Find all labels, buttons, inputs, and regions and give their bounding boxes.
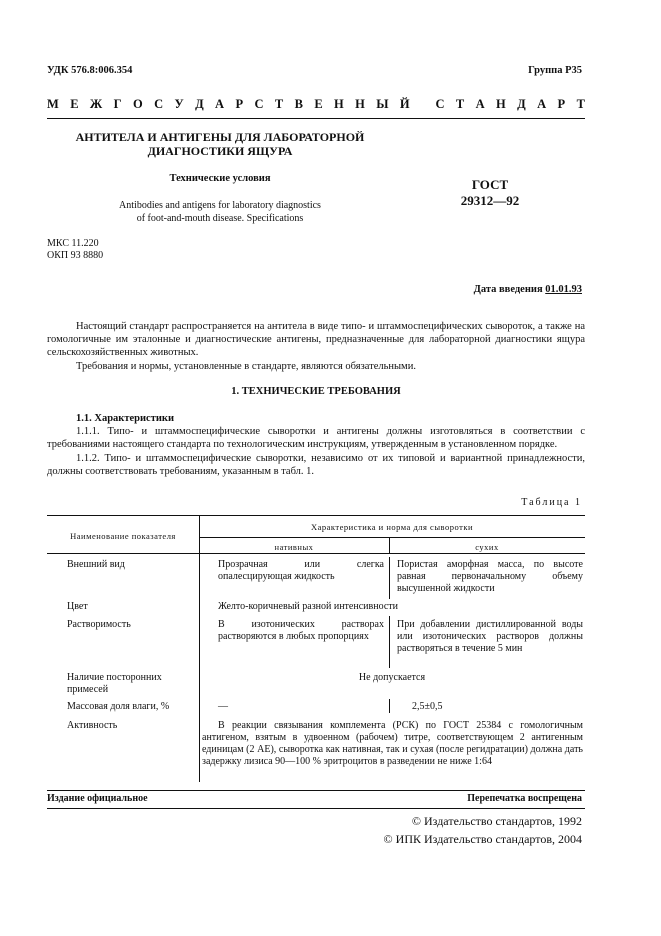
banner-letter: Ы — [376, 97, 389, 111]
banner-letter: Й — [399, 97, 410, 111]
section-title: 1. ТЕХНИЧЕСКИЕ ТРЕБОВАНИЯ — [231, 386, 401, 397]
header-native: нативных — [274, 542, 314, 552]
clause-1-1-2: 1.1.2. Типо- и штаммоспецифические сыворотки, независимо от их типовой и вариантной принадлежности, должны соответствовать требованиям, указанным в табл. 1. — [47, 452, 585, 477]
gost-number: 29312—92 — [460, 193, 520, 208]
table-col-divider-2-row5 — [389, 699, 390, 713]
banner-letter: С — [435, 97, 445, 111]
banner-letter: Д — [517, 97, 526, 111]
row-appearance-native: Прозрачная или слегка опалесцирующая жидкость — [218, 559, 384, 582]
row-solubility-dry: При добавлении дистиллированной воды или изотонических растворов должны растворяться в течение 5 мин — [397, 619, 583, 654]
official-edition: Издание официальное — [47, 793, 148, 804]
document-subtitle: Технические условия — [169, 173, 271, 184]
title-line-2: ДИАГНОСТИКИ ЯЩУРА — [147, 144, 293, 158]
banner-letter: Е — [314, 97, 323, 111]
okp-code: ОКП 93 8880 — [47, 250, 104, 261]
group-code: Группа Р35 — [528, 65, 582, 76]
banner-letter: А — [215, 97, 225, 111]
banner-letter: Н — [355, 97, 365, 111]
document-title — [55, 130, 385, 158]
row-moisture-dry: 2,5±0,5 — [412, 701, 443, 712]
banner-letter: О — [132, 97, 143, 111]
header-indicator-name: Наименование показателя — [70, 531, 176, 541]
section-body — [47, 412, 585, 478]
row-activity-value: В реакции связывания комплемента (РСК) по ГОСТ 25384 с гомологичным антигеном, взятым в удвоенном (рабочем) титре, соответствующем 2 антигенным единицам (2 АЕ), сыворотка как нативная, так и сухая (после регидратации) должна дать задержку лизиса 90—100 % эритроцитов в разведении не ниже 1:64 — [202, 720, 583, 767]
copyright-1992: © Издательство стандартов, 1992 — [411, 814, 582, 828]
banner-letter: Н — [334, 97, 344, 111]
banner-letter: У — [174, 97, 184, 111]
intro-paragraph-2: Требования и нормы, установленные в стандарте, являются обязательными. — [76, 360, 416, 372]
intro-text — [47, 320, 585, 373]
row-impurities-value: Не допускается — [358, 672, 426, 683]
row-color-name: Цвет — [67, 601, 88, 612]
row-solubility-name: Растворимость — [67, 619, 131, 630]
header-rule — [47, 118, 585, 119]
row-impurities-name-wrap — [67, 672, 197, 696]
banner-letter: Т — [455, 97, 465, 111]
row-moisture-name: Массовая доля влаги, % — [67, 701, 170, 712]
banner-letter: С — [154, 97, 164, 111]
banner-letter: А — [475, 97, 485, 111]
row-appearance-name: Внешний вид — [67, 559, 125, 570]
banner-letter: Р — [557, 97, 566, 111]
footer-rule — [47, 808, 585, 809]
english-title-line-1: Antibodies and antigens for laboratory diagnostics — [119, 200, 321, 211]
effective-date — [474, 284, 582, 295]
banner-letter: М — [47, 97, 59, 111]
table-col-divider-1 — [199, 515, 200, 782]
mks-code: МКС 11.220 — [47, 238, 99, 249]
udk-code: УДК 576.8:006.354 — [47, 65, 133, 76]
intro-paragraph-1: Настоящий стандарт распространяется на антитела в виде типо- и штаммоспецифических сывороток, а также на гомологичные им эталонные и диагностические антигены, предназначенные для лабораторной диагностики ящура сельскохозяйственных животных. — [47, 321, 585, 359]
gost-designation — [440, 177, 540, 209]
standard-type-banner — [47, 97, 585, 112]
copyright-2004: © ИПК Издательство стандартов, 2004 — [383, 832, 582, 846]
table-header-mid-rule — [199, 537, 585, 538]
table-1 — [47, 515, 585, 782]
banner-letter: Т — [274, 97, 284, 111]
header-dry: сухих — [475, 542, 499, 552]
banner-letter: А — [537, 97, 547, 111]
english-title — [55, 199, 385, 225]
header-characteristic-group: Характеристика и норма для сыворотки — [310, 522, 474, 532]
banner-letter: Е — [70, 97, 79, 111]
banner-letter: Т — [576, 97, 585, 111]
banner-letter: Ж — [89, 97, 103, 111]
gost-label: ГОСТ — [471, 177, 509, 192]
row-moisture-native: — — [218, 701, 228, 712]
row-activity-name: Активность — [67, 720, 118, 731]
effective-date-label: Дата введения — [473, 284, 543, 295]
row-color-value: Желто-коричневый разной интенсивности — [218, 601, 398, 612]
table-top-rule — [47, 515, 585, 516]
table-col-divider-2-row3 — [389, 616, 390, 668]
banner-letter: С — [254, 97, 264, 111]
banner-letter: Н — [496, 97, 506, 111]
row-impurities-name: Наличие посторонних примесей — [67, 672, 162, 695]
banner-letter: Г — [113, 97, 122, 111]
table-label: Таблица 1 — [521, 497, 582, 508]
subsection-title: 1.1. Характеристики — [76, 413, 175, 424]
banner-letter: Д — [195, 97, 204, 111]
reprint-prohibited: Перепечатка воспрещена — [467, 793, 582, 804]
title-line-1: АНТИТЕЛА И АНТИГЕНЫ ДЛЯ ЛАБОРАТОРНОЙ — [75, 130, 365, 144]
banner-letter: Р — [235, 97, 244, 111]
clause-1-1-1: 1.1.1. Типо- и штаммоспецифические сыворотки и антигены должны изготовляться в соответствии с требованиями настоящего стандарта по технологическим инструкциям, утвержденным в установленном порядке. — [47, 426, 585, 451]
effective-date-value: 01.01.93 — [545, 284, 582, 295]
table-header-bottom-rule — [47, 553, 585, 554]
table-col-divider-2-row1 — [389, 557, 390, 599]
row-solubility-native: В изотонических растворах растворяются в любых пропорциях — [218, 619, 384, 642]
banner-letter: В — [294, 97, 303, 111]
banner-letter — [421, 97, 424, 112]
classification-codes — [47, 238, 103, 262]
row-appearance-dry: Пористая аморфная масса, по высоте равная первоначальному объему высушенной жидкости — [397, 559, 583, 594]
english-title-line-2: of foot-and-mouth disease. Specifications — [136, 213, 304, 224]
table-bottom-rule — [47, 790, 585, 791]
